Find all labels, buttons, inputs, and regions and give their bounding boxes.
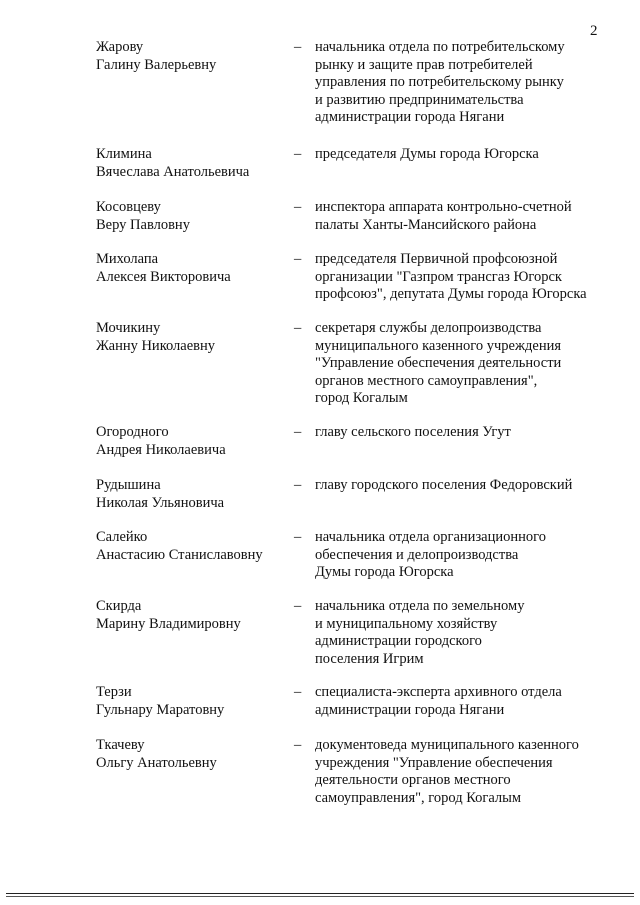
position-line: муниципального казенного учреждения (315, 337, 562, 354)
person-position (315, 684, 600, 719)
position-line: органов местного самоуправления", (315, 372, 538, 389)
position-line: учреждения "Управление обеспечения (315, 754, 553, 771)
position-line: секретаря службы делопроизводства (315, 320, 542, 336)
position-line: председателя Думы города Югорска (315, 146, 539, 162)
person-position (315, 737, 600, 807)
position-line: администрации города Нягани (315, 109, 505, 125)
person-given-names: Вячеслава Анатольевича (96, 163, 250, 180)
person-surname: Салейко (96, 529, 148, 545)
person-given-names: Гульнару Маратовну (96, 701, 225, 718)
person-position (315, 424, 600, 442)
position-line: самоуправления", город Когалым (315, 789, 522, 806)
entry-dash: – (294, 424, 302, 440)
person-position (315, 39, 600, 127)
person-surname: Рудышина (96, 477, 161, 493)
position-line: и муниципальному хозяйству (315, 615, 498, 632)
person-surname: Скирда (96, 598, 142, 614)
person-surname: Ткачеву (96, 737, 145, 753)
person-surname: Жарову (96, 39, 144, 55)
person-surname: Мочикину (96, 320, 161, 336)
position-line: "Управление обеспечения деятельности (315, 355, 562, 371)
position-line: председателя Первичной профсоюзной (315, 251, 558, 267)
person-position (315, 199, 600, 234)
person-name (96, 39, 286, 74)
person-position (315, 477, 600, 495)
person-name (96, 684, 286, 719)
bottom-divider (6, 896, 634, 897)
person-name (96, 477, 286, 512)
entry-dash: – (294, 477, 302, 493)
person-position (315, 320, 600, 408)
position-line: профсоюз", депутата Думы города Югорска (315, 286, 587, 302)
bottom-divider (6, 893, 634, 894)
position-line: начальника отдела организационного (315, 529, 546, 545)
person-name (96, 424, 286, 459)
position-line: специалиста-эксперта архивного отдела (315, 684, 562, 700)
page-number: 2 (590, 23, 598, 39)
person-name (96, 251, 286, 286)
person-given-names: Ольгу Анатольевну (96, 754, 217, 771)
person-name (96, 146, 286, 181)
entry-dash: – (294, 199, 302, 215)
person-surname: Косовцеву (96, 199, 161, 215)
person-surname: Михолапа (96, 251, 159, 267)
entry-dash: – (294, 251, 302, 267)
position-line: город Когалым (315, 390, 408, 406)
person-name (96, 320, 286, 355)
position-line: рынку и защите прав потребителей (315, 56, 533, 73)
position-line: главу сельского поселения Угут (315, 424, 511, 440)
person-name (96, 529, 286, 564)
person-name (96, 199, 286, 234)
position-line: поселения Игрим (315, 650, 424, 667)
person-position (315, 598, 600, 668)
person-position (315, 529, 600, 582)
person-position (315, 251, 600, 304)
position-line: начальника отдела по потребительскому (315, 39, 565, 55)
position-line: палаты Ханты-Мансийского района (315, 216, 537, 233)
entry-dash: – (294, 39, 302, 55)
person-given-names: Николая Ульяновича (96, 494, 225, 511)
position-line: Думы города Югорска (315, 564, 454, 580)
person-given-names: Веру Павловну (96, 216, 190, 233)
position-line: организации "Газпром трансгаз Югорск (315, 268, 562, 285)
position-line: документоведа муниципального казенного (315, 737, 579, 753)
position-line: деятельности органов местного (315, 772, 511, 788)
person-surname: Огородного (96, 424, 169, 440)
person-given-names: Жанну Николаевну (96, 337, 216, 354)
position-line: и развитию предпринимательства (315, 91, 524, 108)
position-line: главу городского поселения Федоровский (315, 477, 573, 493)
person-name (96, 598, 286, 633)
person-surname: Терзи (96, 684, 132, 700)
person-given-names: Марину Владимировну (96, 615, 241, 632)
person-given-names: Галину Валерьевну (96, 56, 217, 73)
position-line: обеспечения и делопроизводства (315, 546, 519, 563)
person-surname: Климина (96, 146, 152, 162)
person-name (96, 737, 286, 772)
person-given-names: Андрея Николаевича (96, 441, 226, 458)
person-given-names: Анастасию Станиславовну (96, 546, 263, 563)
entry-dash: – (294, 146, 302, 162)
person-position (315, 146, 600, 164)
entry-dash: – (294, 529, 302, 545)
entry-dash: – (294, 320, 302, 336)
position-line: управления по потребительскому рынку (315, 74, 564, 90)
position-line: администрации города Нягани (315, 701, 505, 718)
entry-dash: – (294, 598, 302, 614)
position-line: администрации городского (315, 633, 482, 649)
position-line: начальника отдела по земельному (315, 598, 525, 614)
person-given-names: Алексея Викторовича (96, 268, 231, 285)
entry-dash: – (294, 684, 302, 700)
position-line: инспектора аппарата контрольно-счетной (315, 199, 572, 215)
entry-dash: – (294, 737, 302, 753)
